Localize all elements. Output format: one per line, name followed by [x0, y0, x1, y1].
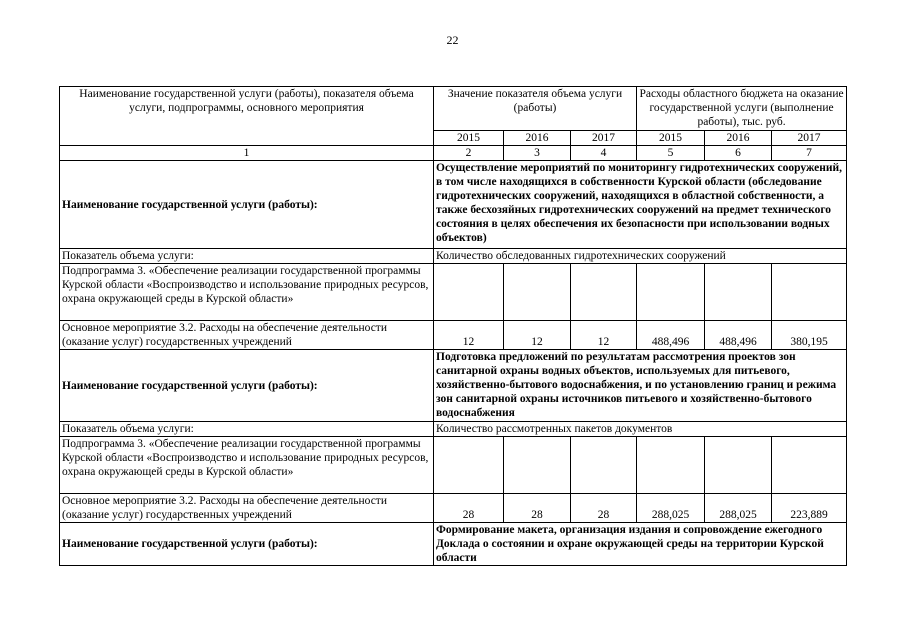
value-cell: 288,025 — [637, 494, 705, 523]
value-cell: 288,025 — [705, 494, 772, 523]
year-cell: 2015 — [637, 131, 705, 146]
indicator-label: Показатель объема услуги: — [60, 422, 434, 437]
year-cell: 2016 — [504, 131, 571, 146]
service-row — [60, 523, 847, 566]
year-cell: 2016 — [705, 131, 772, 146]
budget-table — [59, 86, 847, 566]
indicator-text: Количество рассмотренных пакетов документов — [434, 422, 847, 437]
service-text: Формирование макета, организация издания и сопровождение ежегодного Доклада о состоянии и охране окружающей среды на территории Курской области — [434, 523, 847, 566]
value-cell: 12 — [504, 321, 571, 350]
column-number-cell: 7 — [772, 146, 847, 161]
page-number: 22 — [446, 33, 459, 47]
service-text: Подготовка предложений по результатам рассмотрения проектов зон санитарной охраны водных объектов, используемых для питьевого, хозяйственно-бытового водоснабжения, и по установлению границ и режима зон санитарной охраны источников питьевого и хозяйственно-бытового водоснабжения — [434, 350, 847, 422]
service-row — [60, 350, 847, 422]
column-number-cell: 6 — [705, 146, 772, 161]
value-cell: 28 — [434, 494, 504, 523]
year-cell: 2017 — [571, 131, 637, 146]
value-cell: 28 — [504, 494, 571, 523]
indicator-row — [60, 422, 847, 437]
service-text: Осуществление мероприятий по мониторингу гидротехнических сооружений, в том числе находящихся в собственности Курской области (обследование гидротехнических сооружений, находящихся в областной собственности, а также бесхозяйных гидротехнических сооружений на предмет технического состояния в целях обеспечения их безопасности при использовании водных объектов) — [434, 161, 847, 249]
subprogram-text: Подпрограмма 3. «Обеспечение реализации государственной программы Курской области «Воспроизводство и использование природных ресурсов, охрана окружающей среды в Курской области» — [60, 264, 434, 321]
header-name-cell: Наименование государственной услуги (работы), показателя объема услуги, подпрограммы, основного мероприятия — [60, 87, 434, 146]
header-row — [60, 87, 847, 131]
value-cell: 380,195 — [772, 321, 847, 350]
value-cell: 223,889 — [772, 494, 847, 523]
column-number-cell: 1 — [60, 146, 434, 161]
measure-row — [60, 321, 847, 350]
indicator-label: Показатель объема услуги: — [60, 249, 434, 264]
value-cell: 12 — [434, 321, 504, 350]
value-cell: 488,496 — [705, 321, 772, 350]
value-cell: 12 — [571, 321, 637, 350]
subprogram-row — [60, 437, 847, 494]
service-label: Наименование государственной услуги (работы): — [60, 523, 434, 566]
column-number-cell: 4 — [571, 146, 637, 161]
measure-text: Основное мероприятие 3.2. Расходы на обеспечение деятельности (оказание услуг) государственных учреждений — [60, 321, 434, 350]
year-cell: 2015 — [434, 131, 504, 146]
year-cell: 2017 — [772, 131, 847, 146]
indicator-text: Количество обследованных гидротехнических сооружений — [434, 249, 847, 264]
column-numbers-row — [60, 146, 847, 161]
indicator-row — [60, 249, 847, 264]
measure-row — [60, 494, 847, 523]
column-number-cell: 3 — [504, 146, 571, 161]
header-expenses-cell: Расходы областного бюджета на оказание государственной услуги (выполнение работы), тыс. руб. — [637, 87, 847, 131]
header-values-cell: Значение показателя объема услуги (работы) — [434, 87, 637, 131]
measure-text: Основное мероприятие 3.2. Расходы на обеспечение деятельности (оказание услуг) государственных учреждений — [60, 494, 434, 523]
service-label: Наименование государственной услуги (работы): — [60, 161, 434, 249]
service-label: Наименование государственной услуги (работы): — [60, 350, 434, 422]
value-cell: 488,496 — [637, 321, 705, 350]
service-row — [60, 161, 847, 249]
subprogram-row — [60, 264, 847, 321]
column-number-cell: 2 — [434, 146, 504, 161]
subprogram-text: Подпрограмма 3. «Обеспечение реализации государственной программы Курской области «Воспроизводство и использование природных ресурсов, охрана окружающей среды в Курской области» — [60, 437, 434, 494]
column-number-cell: 5 — [637, 146, 705, 161]
value-cell: 28 — [571, 494, 637, 523]
